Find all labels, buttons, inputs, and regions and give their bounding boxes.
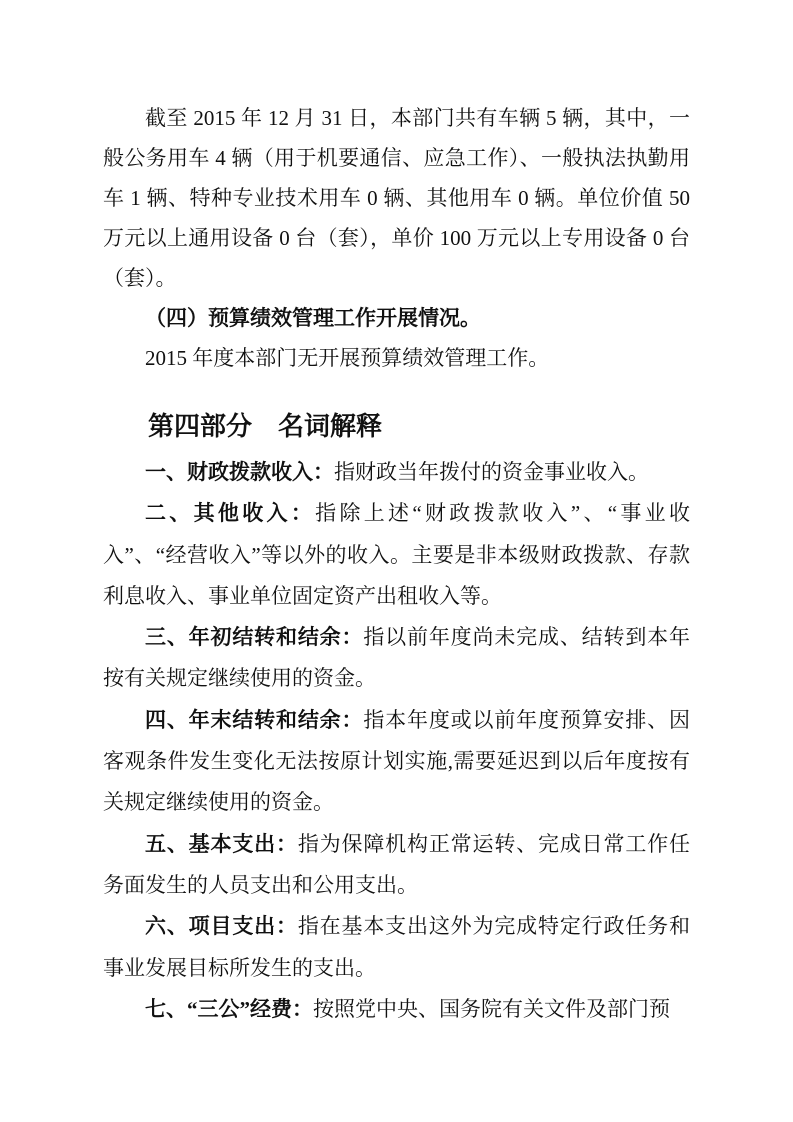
term-label: 七、“三公”经费：: [145, 996, 313, 1021]
part4-heading: 第四部分 名词解释: [148, 412, 383, 441]
term-item-other-income: [103, 493, 690, 617]
term-label: 六、项目支出：: [145, 914, 298, 939]
term-definition: 按照党中央、国务院有关文件及部门预: [313, 996, 670, 1021]
performance-section-heading: （四）预算绩效管理工作开展情况。: [145, 306, 481, 330]
term-label: 二、其他收入：: [145, 501, 316, 526]
term-label: 四、年末结转和结余：: [145, 707, 364, 732]
term-label: 五、基本支出：: [145, 831, 298, 856]
term-item-project-expenditure: [103, 906, 690, 989]
performance-section-body: 2015 年度本部门无开展预算绩效管理工作。: [145, 346, 550, 370]
term-item-basic-expenditure: [103, 824, 690, 907]
term-label: 一、财政拨款收入：: [145, 460, 334, 484]
assets-paragraph: 截至 2015 年 12 月 31 日，本部门共有车辆 5 辆，其中，一般公务用车 4 辆（用于机要通信、应急工作）、一般执法执勤用车 1 辆、特种专业技术用车 0 辆、其他用车 0 辆。单位价值 50 万元以上通用设备 0 台（套），单价 100 万元以上专用设备 0 台（套）。: [103, 106, 690, 290]
term-definition: 指财政当年拨付的资金事业收入。: [334, 460, 649, 484]
term-definition: 指本年度或以前年度预算安排、因客观条件发生变化无法按原计划实施,需要延迟到以后年度按有关规定继续使用的资金。: [103, 707, 691, 815]
term-definition: 指以前年度尚未完成、结转到本年按有关规定继续使用的资金。: [103, 625, 691, 691]
term-definition: 指除上述“财政拨款收入”、“事业收入”、“经营收入”等以外的收入。主要是非本级财政拨款、存款利息收入、事业单位固定资产出租收入等。: [103, 501, 690, 608]
glossary-terms: [103, 452, 690, 1030]
term-item-beginning-year-carryover: [103, 617, 690, 700]
term-item-three-public-funds: [103, 989, 690, 1030]
term-item-year-end-carryover: [103, 700, 690, 824]
term-definition: 指为保障机构正常运转、完成日常工作任务面发生的人员支出和公用支出。: [103, 831, 691, 897]
term-definition: 指在基本支出这外为完成特定行政任务和事业发展目标所发生的支出。: [103, 914, 691, 980]
term-label: 三、年初结转和结余：: [145, 625, 364, 650]
term-item-fiscal-appropriation-income: [103, 452, 690, 493]
